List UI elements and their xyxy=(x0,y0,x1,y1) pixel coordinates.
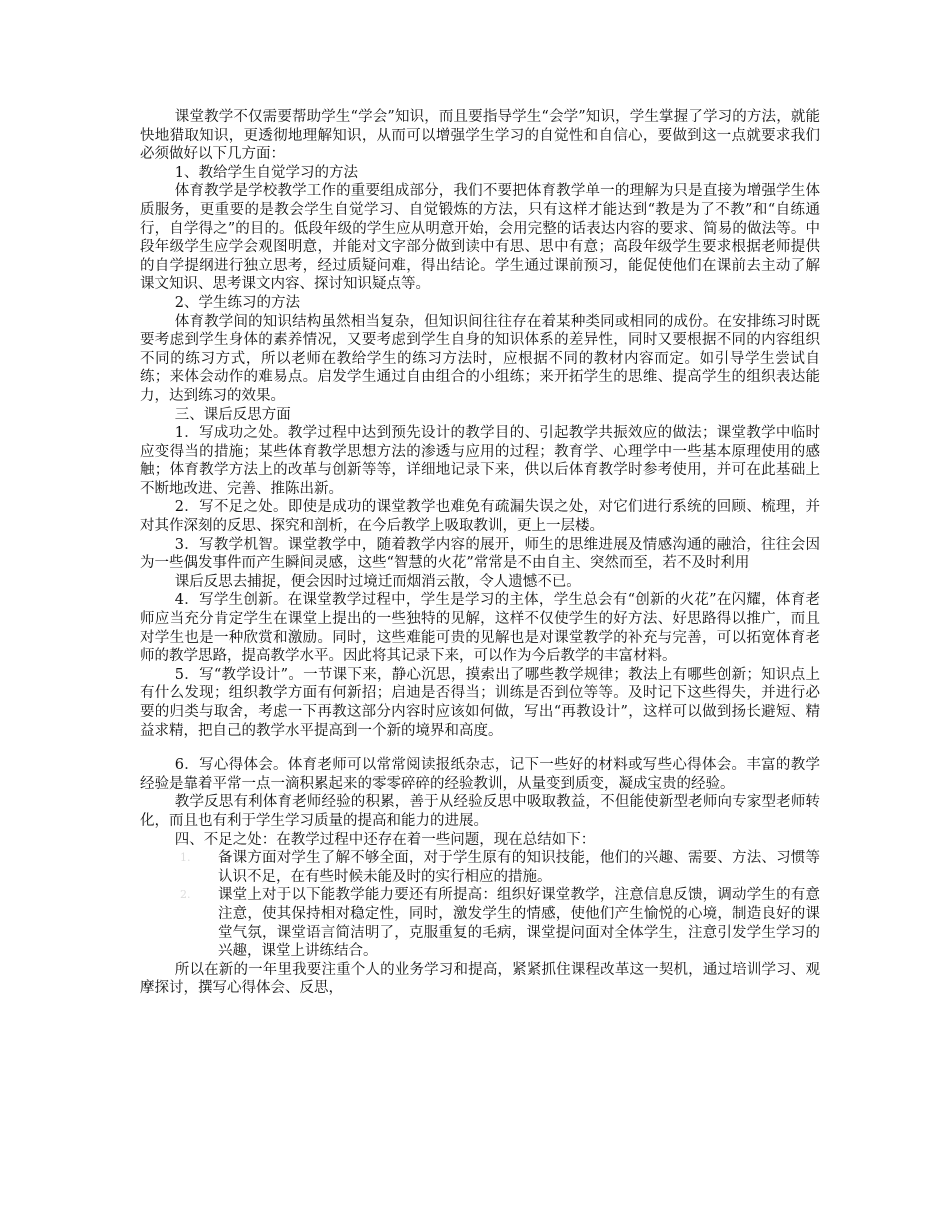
reflection-2: 2．写不足之处。即使是成功的课堂教学也难免有疏漏失误之处，对它们进行系统的回顾、梳理，并对其作深刻的反思、探究和剖析，在今后教学上吸取教训，更上一层楼。 xyxy=(140,499,820,535)
closing-paragraph: 所以在新的一年里我要注重个人的业务学习和提高，紧紧抓住课程改革这一契机，通过培训学习、观摩探讨，撰写心得体会、反思， xyxy=(140,961,820,997)
paragraph-2: 体育教学间的知识结构虽然相当复杂，但知识间往往存在着某种类同或相同的成份。在安排练习时既要考虑到学生身体的素养情况，又要考虑到学生自身的知识体系的差异性，同时又要根据不同的内容组织不同的练习方式，所以老师在教给学生的练习方法时，应根据不同的教材内容而定。如引导学生尝试自练；来体会动作的难易点。启发学生通过自由组合的小组练；来开拓学生的思维、提高学生的组织表达能力，达到练习的效果。 xyxy=(140,313,820,404)
reflection-1: 1．写成功之处。教学过程中达到预先设计的教学目的、引起教学共振效应的做法；课堂教学中临时应变得当的措施；某些体育教学思想方法的渗透与应用的过程；教育学、心理学中一些基本原理使用的感触；体育教学方法上的改革与创新等等，详细地记录下来，供以后体育教学时参考使用，并可在此基础上不断地改进、完善、推陈出新。 xyxy=(140,425,820,497)
reflection-3-continued: 课后反思去捕捉，便会因时过境迁而烟消云散，令人遗憾不已。 xyxy=(174,573,581,590)
reflection-4: 4．写学生创新。在课堂教学过程中，学生是学习的主体，学生总会有“创新的火花”在闪耀，体育老师应当充分肯定学生在课堂上提出的一些独特的见解，这样不仅使学生的好方法、好思路得以推广，而且对学生也是一种欣赏和激励。同时，这些难能可贵的见解也是对课堂教学的补充与完善，可以拓宽体育老师的教学思路，提高教学水平。因此将其记录下来，可以作为今后教学的丰富材料。 xyxy=(140,592,820,665)
paragraph-gap xyxy=(140,740,820,756)
heading-4: 四、不足之处：在教学过程中还存在着一些问题，现在总结如下： xyxy=(174,831,596,848)
list-text: 课堂上对于以下能教学能力要还有所提高：组织好课堂教学，注意信息反馈，调动学生的有意注意，使其保持相对稳定性，同时，激发学生的情感，使他们产生愉悦的心境，制造良好的课堂气氛，课堂语言简洁明了，克服重复的毛病，课堂提问面对全体学生，注意引发学生学习的兴趣，课堂上讲练结合。 xyxy=(218,887,820,960)
list-number: 2. xyxy=(180,888,191,902)
list-number: 1. xyxy=(180,851,191,865)
document-body xyxy=(140,108,820,998)
reflection-6: 6．写心得体会。体育老师可以常常阅读报纸杂志，记下一些好的材料或写些心得体会。丰富的教学经验是靠着平常一点一滴积累起来的零零碎碎的经验教训，从量变到质变，凝成宝贵的经验。 xyxy=(140,757,820,792)
summary-paragraph: 教学反思有利体育老师经验的积累，善于从经验反思中吸取教益，不但能使新型老师向专家型老师转化，而且也有利于学生学习质量的提高和能力的进展。 xyxy=(140,794,820,829)
list-item xyxy=(140,886,820,960)
shortcomings-list xyxy=(140,849,820,961)
list-text: 备课方面对学生了解不够全面，对于学生原有的知识技能，他们的兴趣、需要、方法、习惯等认识不足，在有些时候未能及时的实行相应的措施。 xyxy=(218,850,820,885)
list-item xyxy=(140,849,820,886)
heading-3: 三、课后反思方面 xyxy=(174,406,291,423)
heading-1: 1、教给学生自觉学习的方法 xyxy=(174,164,359,181)
heading-2: 2、学生练习的方法 xyxy=(174,294,301,311)
paragraph-1: 体育教学是学校教学工作的重要组成部分，我们不要把体育教学单一的理解为只是直接为增强学生体质服务，更重要的是教会学生自觉学习、自觉锻炼的方法，只有这样才能达到“教是为了不教”和“自练通行，自学得之”的目的。低段年级的学生应从明意开始，会用完整的话表达内容的要求、简易的做法等。中段年级学生应学会观图明意，并能对文字部分做到读中有思、思中有意；高段年级学生要求根据老师提供的自学提纲进行独立思考，经过质疑问难，得出结论。学生通过课前预习，能促使他们在课前去主动了解课文知识、思考课文内容、探讨知识疑点等。 xyxy=(140,183,820,293)
reflection-3: 3．写教学机智。课堂教学中，随着教学内容的展开，师生的思维进展及情感沟通的融洽，往往会因为一些偶发事件而产生瞬间灵感，这些“智慧的火花”常常是不由自主、突然而至，若不及时利用 xyxy=(140,536,820,572)
reflection-5: 5．写“教学设计”。一节课下来，静心沉思，摸索出了哪些教学规律；教法上有哪些创新；知识点上有什么发现；组织教学方面有何新招；启迪是否得当；训练是否到位等等。及时记下这些得失，并进行必要的归类与取舍，考虑一下再教这部分内容时应该如何做，写出“再教设计”，这样可以做到扬长避短、精益求精，把自己的教学水平提高到一个新的境界和高度。 xyxy=(140,666,820,739)
intro-paragraph: 课堂教学不仅需要帮助学生“学会”知识，而且要指导学生“会学”知识，学生掌握了学习的方法，就能快地猎取知识，更透彻地理解知识，从而可以增强学生学习的自觉性和自信心，要做到这一点就要求我们必须做好以下几方面： xyxy=(140,109,820,163)
